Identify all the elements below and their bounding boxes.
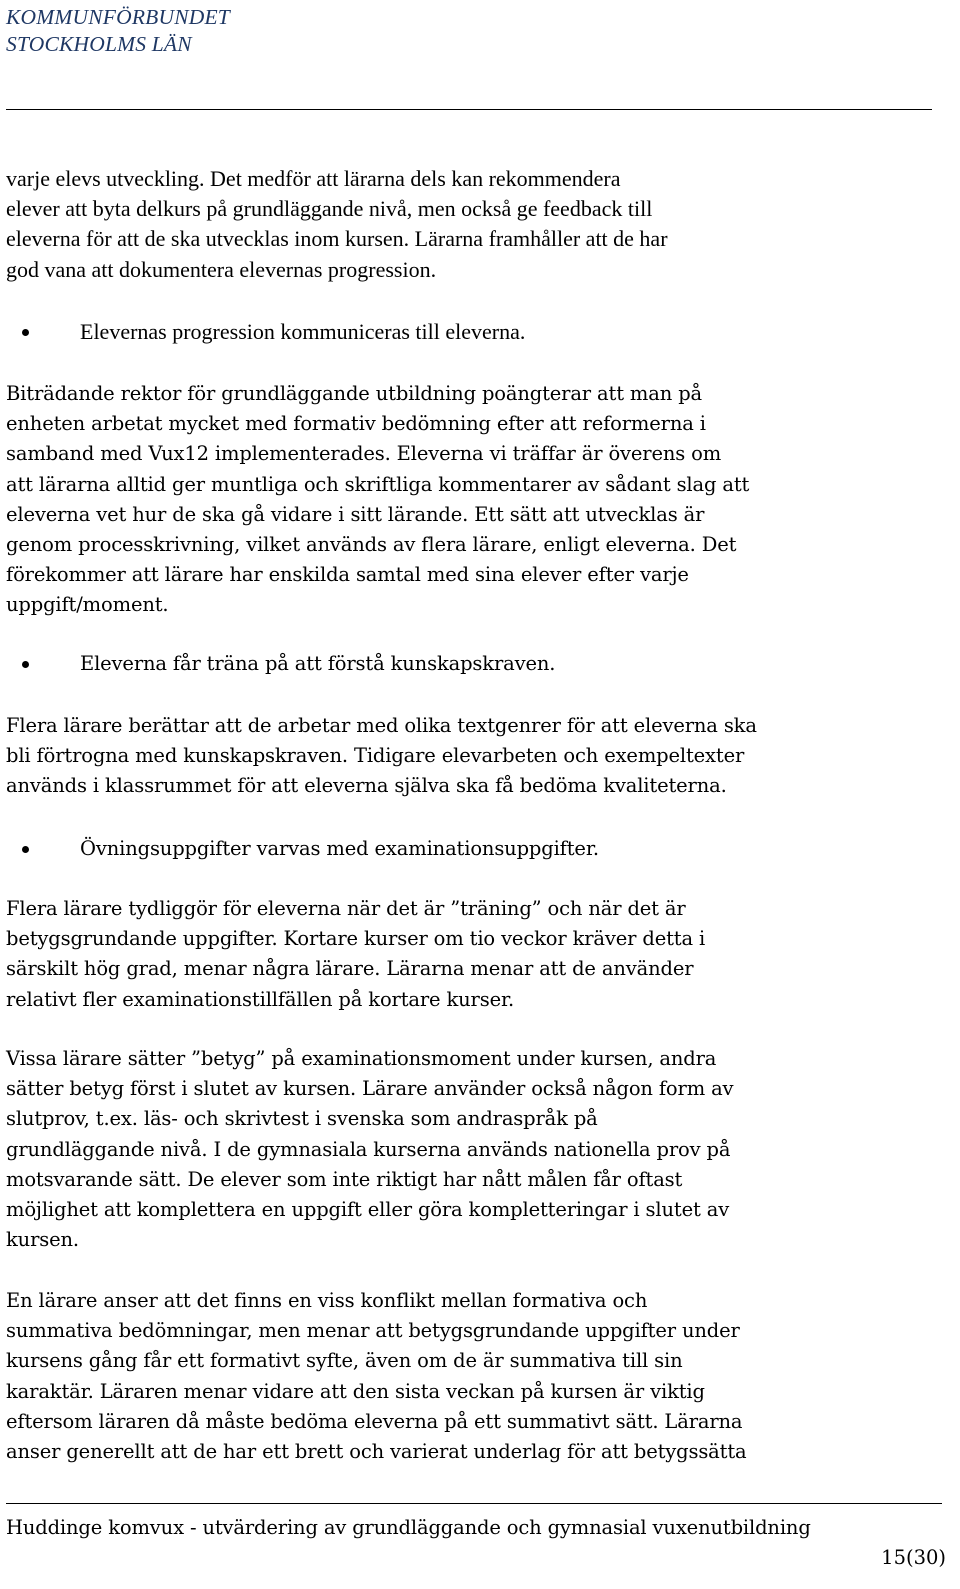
text-line: Biträdande rektor för grundläggande utbildning poängterar att man på <box>6 382 703 405</box>
bullet-dot-icon <box>22 846 29 853</box>
paragraph-1 <box>6 164 946 285</box>
text-line: eleverna för att de ska utvecklas inom kursen. Lärarna framhåller att de har <box>6 226 668 252</box>
text-line: En lärare anser att det finns en viss konflikt mellan formativa och <box>6 1289 648 1312</box>
header-divider <box>6 109 932 110</box>
paragraph-3 <box>6 711 946 802</box>
paragraph-6 <box>6 1286 946 1467</box>
bullet-dot-icon <box>22 329 29 336</box>
text-line: särskilt hög grad, menar några lärare. Lärarna menar att de använder <box>6 957 694 981</box>
text-line: kursens gång får ett formativt syfte, även om de är summativa till sin <box>6 1349 683 1373</box>
text-line: bli förtrogna med kunskapskraven. Tidigare elevarbeten och exempeltexter <box>6 744 745 768</box>
text-line: anser generellt att de har ett brett och varierat underlag för att betygssätta <box>6 1440 747 1464</box>
paragraph-5 <box>6 1044 946 1255</box>
text-line: sätter betyg först i slutet av kursen. Lärare använder också någon form av <box>6 1077 734 1101</box>
text-line: Flera lärare berättar att de arbetar med olika textgenrer för att eleverna ska <box>6 714 757 737</box>
bullet-text: Elevernas progression kommuniceras till eleverna. <box>80 319 526 344</box>
text-line: relativt fler examinationstillfällen på kortare kurser. <box>6 987 515 1011</box>
text-line: eftersom läraren då måste bedöma eleverna på ett summativt sätt. Lärarna <box>6 1409 743 1433</box>
footer-divider <box>6 1503 942 1504</box>
text-line: summativa bedömningar, men menar att betygsgrundande uppgifter under <box>6 1319 740 1343</box>
footer-title: Huddinge komvux - utvärdering av grundläggande och gymnasial vuxenutbildning <box>6 1516 811 1539</box>
bullet-text: Eleverna får träna på att förstå kunskapskraven. <box>80 652 556 675</box>
text-line: elever att byta delkurs på grundläggande nivå, men också ge feedback till <box>6 196 653 222</box>
text-line: eleverna vet hur de ska gå vidare i sitt lärande. Ett sätt att utvecklas är <box>6 502 705 526</box>
text-line: enheten arbetat mycket med formativ bedömning efter att reformerna i <box>6 412 706 436</box>
page-number: 15(30) <box>881 1546 946 1569</box>
bullet-dot-icon <box>22 661 29 668</box>
text-line: uppgift/moment. <box>6 593 169 617</box>
text-line: förekommer att lärare har enskilda samtal med sina elever efter varje <box>6 563 689 587</box>
paragraph-2 <box>6 379 946 621</box>
text-line: karaktär. Läraren menar vidare att den sista veckan på kursen är viktig <box>6 1379 705 1403</box>
text-line: varje elevs utveckling. Det medför att lärarna dels kan rekommendera <box>6 166 621 191</box>
text-line: kursen. <box>6 1228 79 1252</box>
header-line-1: KOMMUNFÖRBUNDET <box>6 5 230 29</box>
text-line: motsvarande sätt. De elever som inte riktigt har nått målen får oftast <box>6 1167 683 1191</box>
text-line: används i klassrummet för att eleverna själva ska få bedöma kvaliteterna. <box>6 774 727 798</box>
text-line: Flera lärare tydliggör för eleverna när det är ”träning” och när det är <box>6 897 686 920</box>
text-line: genom processkrivning, vilket används av flera lärare, enligt eleverna. Det <box>6 533 737 557</box>
text-line: att lärarna alltid ger muntliga och skriftliga kommentarer av sådant slag att <box>6 472 750 496</box>
text-line: slutprov, t.ex. läs- och skrivtest i svenska som andraspråk på <box>6 1107 598 1131</box>
text-line: möjlighet att komplettera en uppgift eller göra kompletteringar i slutet av <box>6 1198 730 1222</box>
text-line: betygsgrundande uppgifter. Kortare kurser om tio veckor kräver detta i <box>6 927 706 951</box>
text-line: god vana att dokumentera elevernas progression. <box>6 256 437 282</box>
page-header <box>6 4 230 58</box>
text-line: Vissa lärare sätter ”betyg” på examinationsmoment under kursen, andra <box>6 1047 717 1070</box>
text-line: samband med Vux12 implementerades. Eleverna vi träffar är överens om <box>6 442 722 466</box>
bullet-text: Övningsuppgifter varvas med examinationsuppgifter. <box>80 837 599 860</box>
text-line: grundläggande nivå. I de gymnasiala kurserna används nationella prov på <box>6 1137 731 1161</box>
paragraph-4 <box>6 894 946 1015</box>
header-line-2: STOCKHOLMS LÄN <box>6 32 192 56</box>
